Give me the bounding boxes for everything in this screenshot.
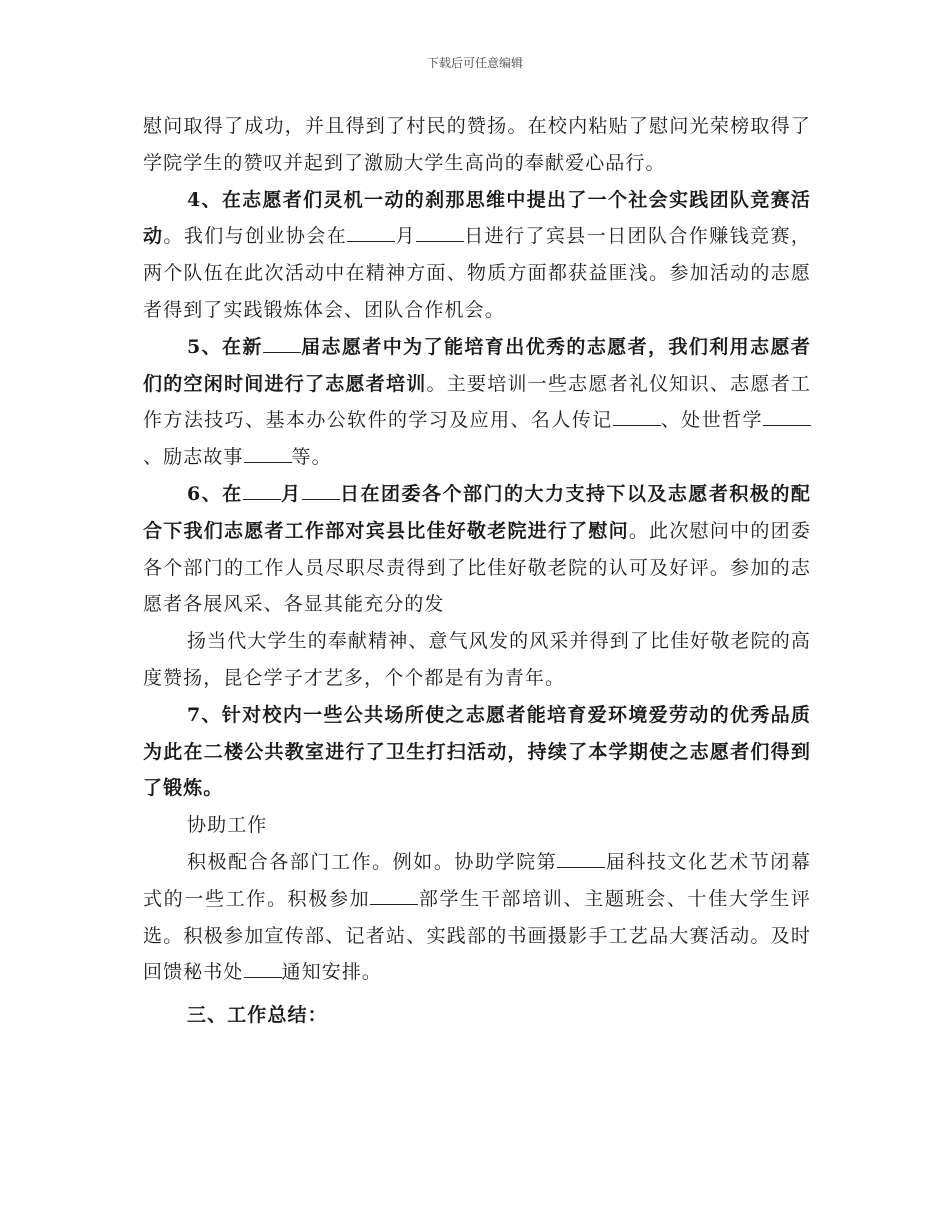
item-6-heading-3: 日在团委各个部门的大力支持下以及志愿者积极的配合下我们志愿者工作部对宾县比佳好敬老院进行了慰问 [143,482,811,542]
item-5-heading-2: 届志愿者中为了能培育出优秀的志愿者，我们利用志愿者们的空闲时间进行了志愿者培训 [143,335,811,395]
fill-blank [763,406,811,426]
item-5-text-3: 、励志故事 [143,446,244,469]
fill-blank [416,222,464,242]
fill-blank [263,333,301,353]
item-6-text-1: 。此次慰问中的团委各个部门的工作人员尽职尽责得到了比佳好敬老院的认可及好评。参加的志愿者各展风采、各显其能充分的发 [143,519,811,616]
item-4-text-2: 月 [395,225,416,248]
assist-text-3: 部学生干部培训、主题班会、十佳大学生评选。积极参加宣传部、记者站、实践部的书画摄影手工艺品大赛活动。及时回馈秘书处 [143,887,811,984]
item-5-text-1: 。主要培训一些志愿者礼仪知识、志愿者工作方法技巧、基本办公软件的学习及应用、名人传记 [143,372,811,432]
item-6-heading-2: 月 [280,482,302,505]
section-subtitle: 协助工作 [187,814,268,837]
paragraph-assist-work [143,844,811,991]
paragraph-item-7: 7、针对校内一些公共场所使之志愿者能培育爱环境爱劳动的优秀品质为此在二楼公共教室进行了卫生打扫活动，持续了本学期使之志愿者们得到了锻炼。 [143,703,811,800]
document-body [143,108,811,1034]
paragraph-1: 慰问取得了成功，并且得到了村民的赞扬。在校内粘贴了慰问光荣榜取得了学院学生的赞叹并起到了激励大学生高尚的奉献爱心品行。 [143,115,811,174]
fill-blank [244,958,282,978]
item-4-heading: 4、在志愿者们灵机一动的刹那思维中提出了一个社会实践团队竞赛活动 [143,188,811,248]
item-4-text-1: 。我们与创业协会在 [163,225,348,248]
fill-blank [244,443,292,463]
assist-text-4: 通知安排。 [281,961,383,984]
paragraph-5: 扬当代大学生的奉献精神、意气风发的风采并得到了比佳好敬老院的高度赞扬，昆仑学子才艺多，个个都是有为青年。 [143,630,811,689]
fill-blank [613,406,661,426]
fill-blank [347,222,395,242]
item-5-text-4: 等。 [291,446,332,469]
item-4-text-3: 日进行了宾县一日团队合作赚钱竞赛，两个队伍在此次活动中在精神方面、物质方面都获益匪浅。参加活动的志愿者得到了实践锻炼体会、团队合作机会。 [143,225,811,321]
item-6-heading-1: 6、在 [187,482,243,505]
section-heading-summary: 三、工作总结： [187,1004,328,1027]
paragraph-item-5 [143,329,811,476]
fill-blank [243,480,281,500]
assist-text-1: 积极配合各部门工作。例如。协助学院第 [187,850,558,873]
fill-blank [557,848,605,868]
page-header: 下载后可任意编辑 [426,56,523,70]
item-5-heading-1: 5、在新 [187,335,263,358]
assist-text-2: 届科技文化艺术节闭幕式的一些工作。积极参加 [143,850,811,910]
fill-blank [370,885,418,905]
paragraph-item-4 [143,182,811,329]
item-5-text-2: 、处世哲学 [660,409,763,432]
fill-blank [302,480,340,500]
paragraph-item-6 [143,476,811,623]
